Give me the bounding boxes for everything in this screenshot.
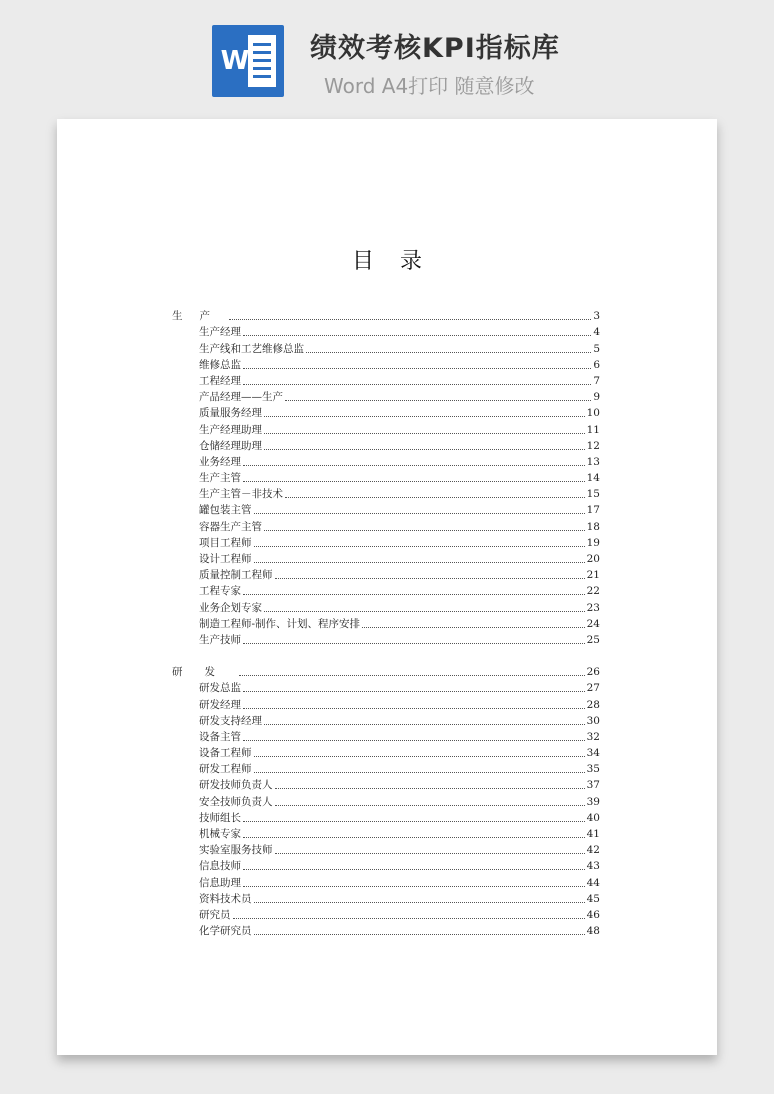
toc-entry	[172, 744, 600, 760]
toc-page-number: 11	[586, 423, 600, 436]
toc-entry-label: 设备主管	[199, 730, 241, 743]
toc-leader-dots	[243, 690, 585, 692]
toc-entry	[172, 809, 600, 825]
toc-entry-label: 生产技师	[199, 633, 241, 646]
toc-leader-dots	[254, 933, 585, 935]
toc-entry-label: 制造工程师-制作、计划、程序安排	[199, 617, 361, 630]
toc-section	[172, 307, 600, 323]
toc-entry	[172, 372, 600, 388]
toc-leader-dots	[264, 610, 585, 612]
toc-page-number: 10	[586, 407, 600, 420]
document-lines-icon	[248, 35, 276, 87]
toc-leader-dots	[243, 707, 585, 709]
toc-leader-dots	[254, 771, 585, 773]
toc-entry-label: 生产主管－非技术	[199, 488, 283, 501]
toc-entry	[172, 339, 600, 355]
toc-leader-dots	[243, 739, 585, 741]
toc-leader-dots	[243, 820, 585, 822]
toc-entry	[172, 566, 600, 582]
toc-page-number: 35	[586, 763, 600, 776]
toc-entry-label: 仓储经理助理	[199, 439, 262, 452]
word-icon	[212, 25, 284, 97]
toc-entry	[172, 323, 600, 339]
toc-leader-dots	[306, 351, 591, 353]
toc-leader-dots	[243, 367, 591, 369]
toc-entry-label: 化学研究员	[199, 925, 252, 938]
toc-page-number: 44	[586, 876, 600, 889]
toc-leader-dots	[264, 448, 585, 450]
toc-leader-dots	[243, 642, 585, 644]
toc-leader-dots	[254, 512, 585, 514]
toc-leader-dots	[264, 529, 585, 531]
toc-entry	[172, 534, 600, 550]
toc-entry-label: 研发总监	[199, 682, 241, 695]
toc-entry-label: 业务企划专家	[199, 601, 262, 614]
toc-entry-label: 业务经理	[199, 455, 241, 468]
toc-page-number: 30	[586, 714, 600, 727]
toc-entry-label: 实验室服务技师	[199, 844, 273, 857]
toc-page-number: 46	[586, 908, 600, 921]
toc-page-number: 27	[586, 682, 600, 695]
toc-entry-label: 生产经理助理	[199, 423, 262, 436]
toc-entry	[172, 582, 600, 598]
toc-page-number: 19	[586, 536, 600, 549]
toc-page-number: 45	[586, 892, 600, 905]
toc-page-number: 17	[586, 504, 600, 517]
toc-entry-label: 信息助理	[199, 876, 241, 889]
toc-entry-label: 容器生产主管	[199, 520, 262, 533]
toc-page-number: 22	[586, 585, 600, 598]
toc-leader-dots	[275, 852, 585, 854]
toc-page-number: 9	[593, 391, 600, 404]
toc-entry-label: 项目工程师	[199, 536, 252, 549]
toc-leader-dots	[243, 593, 585, 595]
toc-leader-dots	[254, 545, 585, 547]
toc-entry-label: 研发经理	[199, 698, 241, 711]
toc-entry-label: 生产线和工艺维修总监	[199, 342, 304, 355]
toc-entry	[172, 679, 600, 695]
toc-leader-dots	[362, 626, 585, 628]
toc-leader-dots	[243, 885, 585, 887]
toc-entry	[172, 825, 600, 841]
toc-entry	[172, 712, 600, 728]
toc-entry-label: 资料技术员	[199, 892, 252, 905]
toc-leader-dots	[275, 577, 585, 579]
toc-entry-label: 设备工程师	[199, 747, 252, 760]
toc-page-number: 37	[586, 779, 600, 792]
toc-entry	[172, 388, 600, 404]
toc-leader-dots	[264, 432, 585, 434]
toc-entry-label: 研发支持经理	[199, 714, 262, 727]
toc-page-number: 25	[586, 633, 600, 646]
toc-page-number: 12	[586, 439, 600, 452]
toc-entry	[172, 420, 600, 436]
toc-page-number: 28	[586, 698, 600, 711]
toc-entry-label: 罐包装主管	[199, 504, 252, 517]
toc-entry-label: 产品经理——生产	[199, 391, 283, 404]
toc-entry-label: 研发技师负责人	[199, 779, 273, 792]
toc-leader-dots	[254, 901, 585, 903]
toc-entry-label: 研究员	[199, 908, 231, 921]
toc-entry	[172, 792, 600, 808]
toc-entry	[172, 469, 600, 485]
toc-entry-label: 生产主管	[199, 472, 241, 485]
page-subtitle: Word A4打印 随意修改	[324, 74, 535, 98]
toc-page-number: 43	[586, 860, 600, 873]
toc-entry	[172, 776, 600, 792]
toc-page-number: 41	[586, 828, 600, 840]
toc-entry	[172, 890, 600, 906]
toc-entry	[172, 615, 600, 631]
toc-page-number: 26	[586, 666, 600, 679]
toc-entry	[172, 598, 600, 614]
toc-entry-label: 机械专家	[199, 828, 241, 840]
toc-page-number: 6	[593, 358, 600, 371]
toc-entry	[172, 906, 600, 922]
toc-page-number: 3	[593, 310, 600, 323]
toc-entry	[172, 873, 600, 889]
toc-page-number: 34	[586, 747, 600, 760]
toc-entry	[172, 517, 600, 533]
toc-entry	[172, 550, 600, 566]
toc-entry	[172, 356, 600, 372]
toc-page-number: 4	[593, 326, 600, 339]
toc-entry-label: 安全技师负责人	[199, 795, 273, 808]
toc-page-number: 18	[586, 520, 600, 533]
toc-leader-dots	[229, 318, 591, 320]
toc-leader-dots	[243, 868, 585, 870]
toc-leader-dots	[285, 496, 585, 498]
toc-leader-dots	[275, 787, 585, 789]
toc-entry-label: 研发	[172, 666, 237, 679]
toc-page-number: 21	[586, 569, 600, 582]
document-page	[57, 119, 717, 1055]
toc-entry	[172, 631, 600, 647]
toc-heading: 目录	[351, 249, 448, 274]
toc-page-number: 15	[586, 488, 600, 501]
toc-entry-label: 维修总监	[199, 358, 241, 371]
toc-page-number: 42	[586, 844, 600, 857]
toc-entry	[172, 841, 600, 857]
toc-entry	[172, 404, 600, 420]
toc-entry	[172, 922, 600, 938]
toc-leader-dots	[264, 723, 585, 725]
toc-entry-label: 工程经理	[199, 374, 241, 387]
toc-entry-label: 设计工程师	[199, 553, 252, 565]
toc-entry-label: 生产经理	[199, 326, 241, 339]
toc-leader-dots	[239, 674, 585, 676]
toc-entry-label: 质量控制工程师	[199, 569, 273, 582]
toc-entry	[172, 728, 600, 744]
toc-leader-dots	[275, 804, 585, 806]
toc-entry	[172, 437, 600, 453]
toc-page-number: 48	[586, 925, 600, 938]
toc-entry-label: 信息技师	[199, 860, 241, 873]
toc-section	[172, 663, 600, 679]
table-of-contents	[172, 307, 600, 938]
toc-leader-dots	[243, 464, 585, 466]
page-header	[0, 0, 774, 115]
toc-page-number: 40	[586, 811, 600, 824]
word-letter: W	[220, 46, 250, 76]
toc-leader-dots	[285, 399, 591, 401]
toc-page-number: 24	[586, 617, 600, 630]
toc-page-number: 39	[586, 795, 600, 808]
toc-leader-dots	[243, 383, 591, 385]
toc-leader-dots	[243, 480, 585, 482]
toc-entry-label: 质量服务经理	[199, 407, 262, 420]
toc-page-number: 13	[586, 455, 600, 468]
toc-leader-dots	[254, 561, 585, 563]
toc-page-number: 23	[586, 601, 600, 614]
page-title: 绩效考核KPI指标库	[310, 33, 560, 64]
toc-leader-dots	[233, 917, 585, 919]
toc-entry	[172, 453, 600, 469]
toc-leader-dots	[264, 415, 585, 417]
toc-page-number: 20	[586, 553, 600, 565]
toc-entry-label: 技师组长	[199, 811, 241, 824]
toc-entry	[172, 760, 600, 776]
toc-entry-label: 工程专家	[199, 585, 241, 598]
toc-entry-label: 研发工程师	[199, 763, 252, 776]
toc-page-number: 14	[586, 472, 600, 485]
toc-entry	[172, 501, 600, 517]
toc-leader-dots	[243, 334, 591, 336]
toc-entry	[172, 485, 600, 501]
toc-leader-dots	[243, 836, 585, 838]
toc-entry-label: 生产	[172, 310, 227, 323]
toc-leader-dots	[254, 755, 585, 757]
toc-page-number: 5	[593, 342, 600, 355]
toc-page-number: 32	[586, 730, 600, 743]
toc-entry	[172, 857, 600, 873]
toc-page-number: 7	[593, 374, 600, 387]
toc-entry	[172, 695, 600, 711]
